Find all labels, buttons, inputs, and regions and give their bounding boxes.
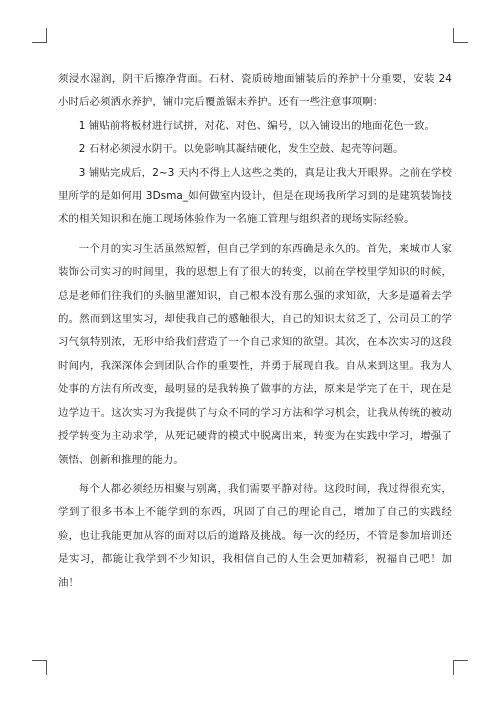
paragraph-internship-summary: 一个月的实习生活虽然短暂，但自己学到的东西确是永久的。首先，来城市人家装饰公司实习的时间里，我的思想上有了很大的转变，以前在学校里学知识的时候，总是老师们往我们的头脑里灌知识，自己根本没有那么强的求知欲，大多是逼着去学的。然而到这里实习，却使我自己的感触很大，自己的知识太贫乏了，公司员工的学习气氛特别浓，无形中给我们营造了一个自己求知的欲望。其次，在本次实习的这段时间内，我深深体会到团队合作的重要性，并勇于展现自我。自从来到这里。我为人处事的方法有所改变，最明显的是我转换了做事的方法，原来是学完了在干，现在是边学边干。这次实习为我提供了与众不同的学习方法和学习机会，让我从传统的被动授学转变为主动求学，从死记硬背的模式中脱离出来，转变为在实践中学习，增强了领悟、创新和推理的能力。: [58, 242, 452, 466]
paragraph-closing: 每个人都必须经历相聚与别离，我们需要平静对待。这段时间，我过得很充实，学到了很多书本上不能学到的东西，巩固了自己的理论自己，增加了自己的实践经验，也让我能更加从容的面对以后的道路及挑战。每一次的经历，不管是参加培训还是实习，都能让我学到不少知识，我相信自己的人生会更加精彩，祝福自己吧！加油！: [58, 482, 452, 589]
corner-mark-top-left: [32, 28, 47, 43]
corner-mark-bottom-left: [32, 660, 47, 675]
corner-mark-top-right: [453, 28, 468, 43]
paragraph-note-2: 2 石材必须浸水阴干。以免影响其凝结硬化，发生空鼓、起壳等问题。: [78, 143, 404, 156]
paragraph-note-1: 1 铺贴前将板材进行试拼，对花、对色、编号，以入铺设出的地面花色一致。: [78, 119, 436, 132]
paragraph-continuation: 须浸水湿润，阴干后擦净背面。石材、瓷质砖地面铺装后的养护十分重要，安装 24 小时后必须洒水养护，铺巾完后覆盖锯末养护。还有一些注意事项啊：: [58, 73, 452, 109]
corner-mark-bottom-right: [453, 660, 468, 675]
paragraph-note-3: 3 铺贴完成后，2~3 天内不得上人这些之类的，真是让我大开眼界。之前在学校里所学的是如何用 3Dsma_如何做室内设计，但是在现场我所学习到的是建筑装饰技术的相关知识和在施工现场体验作为一名施工管理与组织者的现场实际经验。: [58, 166, 452, 226]
document-body: [58, 68, 452, 595]
